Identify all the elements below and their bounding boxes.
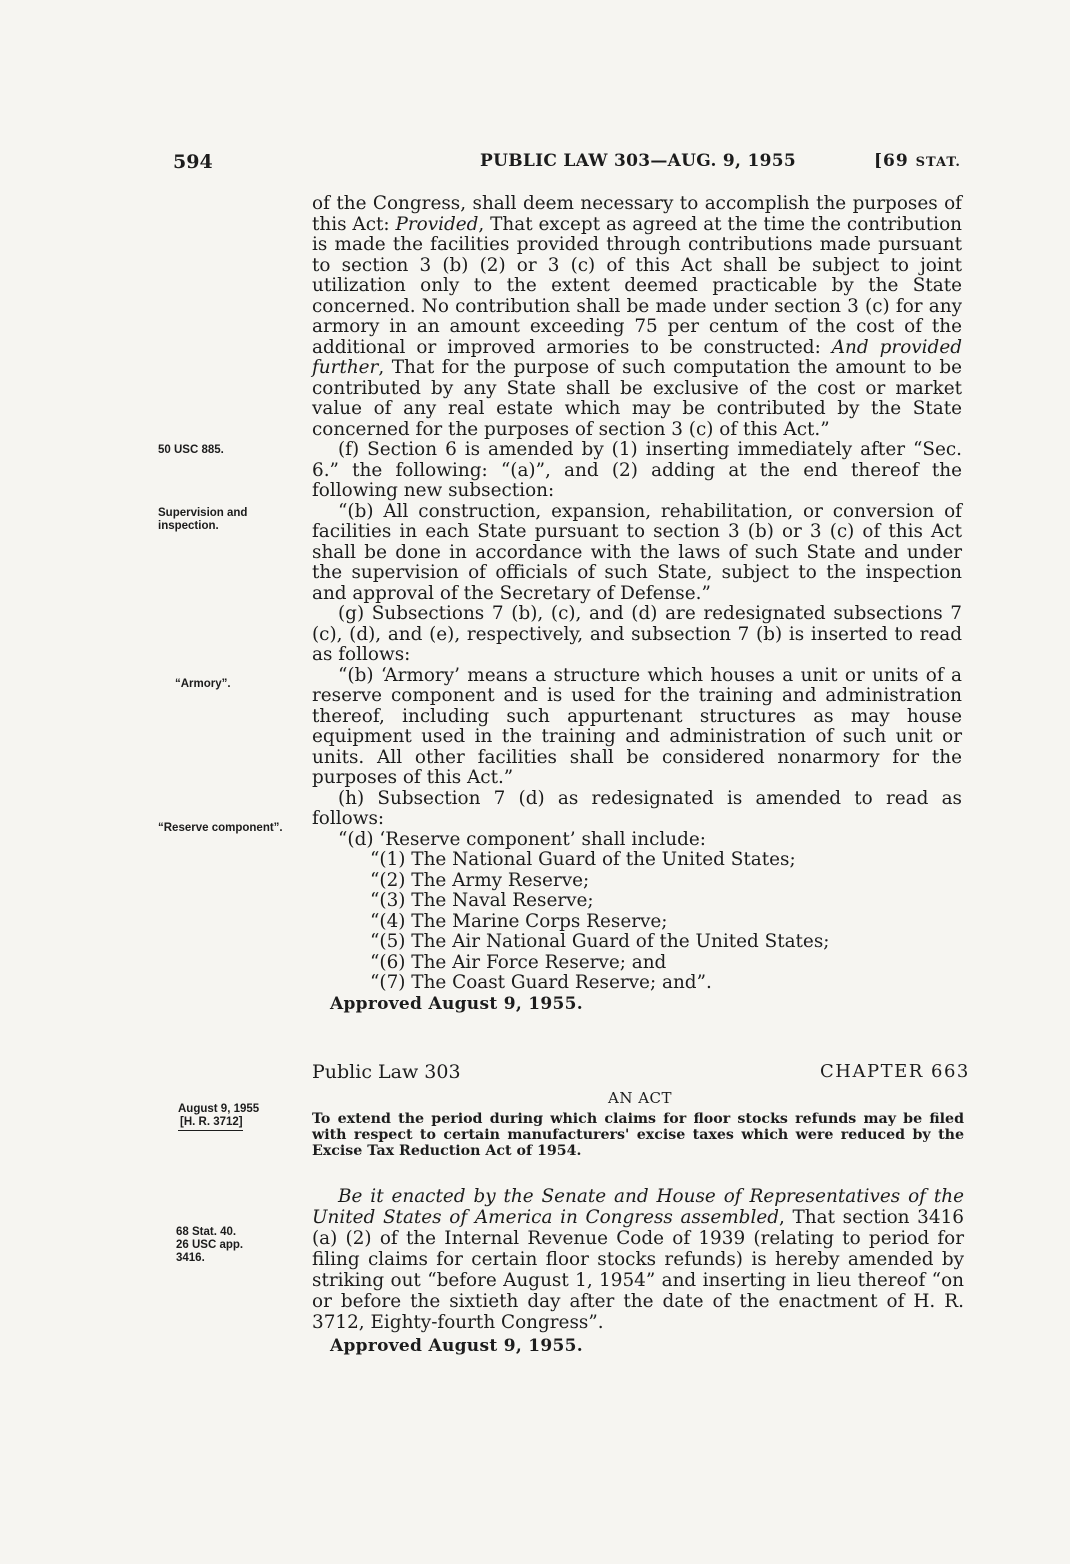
chapter-number: CHAPTER 663 [820,1061,970,1082]
act-title: To extend the period during which claims for floor stocks refunds may be filed with respect to certain manufacturers' excise taxes which were reduced by the Excise Tax Reduction Act of 1954. [312,1111,964,1159]
main-text-column [312,194,962,994]
margin-note-usc-26: 26 USC app. [176,1239,244,1251]
paragraph-g: (g) Subsections 7 (b), (c), and (d) are redesignated subsections 7 (c), (d), and (e), respectively, and subsection 7 (b) is inserted to read as follows: [312,603,962,665]
margin-note-supervision: Supervision and inspection. [158,507,248,532]
enacting-clause: Be it enacted by the Senate and House of Representatives of the United States of America in Congress assembled [312,1186,964,1228]
page-number: 594 [173,151,213,173]
margin-note-usc-885: 50 USC 885. [158,444,224,456]
enacting-text [312,1186,964,1333]
margin-note-date [178,1103,318,1131]
paragraph-h: (h) Subsection 7 (d) as redesignated is amended to read as follows: [312,787,962,829]
list-item: “(1) The National Guard of the United States; [370,849,796,870]
margin-note-armory: “Armory”. [175,678,231,690]
paragraph-continuation: of the Congress, shall deem necessary to accomplish the purposes of this Act: Provided, That except as agreed at the time the contribution is made the facilities provided through contributions made pursuant to section 3 (b) (2) or 3 (c) of this Act shall be subject to joint utilization only to the extent deemed practicable by the State concerned. No contribution shall be made under section 3 (c) for any armory in an amount exceeding 75 per centum of the cost of the additional or improved armories to be constructed: And provided further, That for the purpose of such computation the amount to be contributed by any State shall be exclusive of the cost or market value of any real estate which may be contributed by the State concerned for the purposes of section 3 (c) of this Act.” [312,193,962,440]
paragraph-g-subsection-b: “(b) ‘Armory’ means a structure which houses a unit or units of a reserve component and is used for the training and administration thereof, including such appurtenant structures as may house equipment used in the training and administration of such unit or units. All other facilities shall be considered nonarmory for the purposes of this Act.” [312,664,962,788]
an-act-heading: AN ACT [608,1089,673,1107]
approved-date-1: Approved August 9, 1955. [330,994,583,1014]
volume-label: STAT. [915,155,961,170]
list-item: “(5) The Air National Guard of the United States; [370,931,830,952]
margin-note-section-3416: 3416. [176,1252,205,1264]
paragraph-h-subsection-d: “(d) ‘Reserve component’ shall include: [338,828,706,850]
margin-note-statute-reference [176,1226,316,1265]
list-item: “(6) The Air Force Reserve; and [370,951,667,973]
public-law-number: Public Law 303 [312,1061,461,1083]
approved-date-2: Approved August 9, 1955. [330,1336,583,1356]
paragraph-f-subsection-b: “(b) All construction, expansion, rehabilitation, or conversion of facilities in each State pursuant to section 3 (b) or 3 (c) of this Act shall be done in accordance with the laws of such State and under the supervision of officials of such State, subject to the inspection and approval of the Secretary of Defense.” [312,500,962,604]
paragraph-f: (f) Section 6 is amended by (1) inserting immediately after “Sec. 6.” the following: “(a)”, and (2) adding at the end thereof the following new subsection: [312,439,962,501]
list-item: “(7) The Coast Guard Reserve; and”. [370,972,712,993]
list-item: “(4) The Marine Corps Reserve; [370,910,668,932]
list-item: “(3) The Naval Reserve; [370,890,594,911]
margin-note-bill-number: [H. R. 3712] [178,1116,243,1131]
margin-note-stat-68: 68 Stat. 40. [176,1226,237,1238]
margin-note-enactment-date: August 9, 1955 [178,1103,260,1115]
volume-bracket: [69 [874,151,909,171]
running-head: PUBLIC LAW 303—AUG. 9, 1955 [480,151,796,171]
margin-note-reserve-component: “Reserve component”. [158,822,283,834]
reserve-component-list [370,850,962,994]
list-item: “(2) The Army Reserve; [370,869,590,891]
amendment-text: , That section 3416 (a) (2) of the Internal Revenue Code of 1939 (relating to period for filing claims for certain floor stocks refunds) is hereby amended by striking out “before August 1, 1954” and inserting in lieu thereof “on or before the sixtieth day after the date of the enactment of H. R. 3712, Eighty-fourth Congress”. [312,1207,964,1333]
volume-reference [874,151,961,171]
